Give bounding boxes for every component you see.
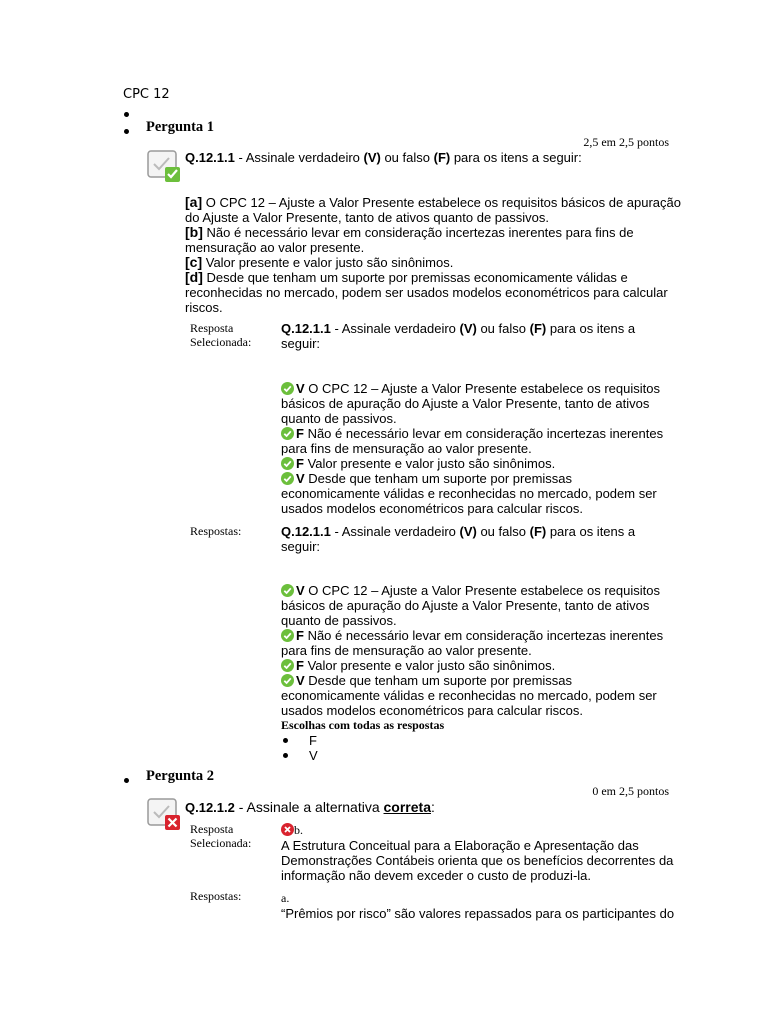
document-title: CPC 12 [123,87,170,102]
answer-3: F Valor presente e valor justo são sinônimos. [281,658,671,673]
item-b: [b] Não é necessário levar em consideração incertezas inerentes para fins de mensuração ao valor presente. [185,224,634,255]
q2-answers: a. “Prêmios por risco” são valores repassados para os participantes do [281,891,675,921]
selected-answer-label: Resposta Selecionada: [190,321,252,349]
item-a: [a] O CPC 12 – Ajuste a Valor Presente estabelece os requisitos básicos de apuração do Ajuste a Valor Presente, tanto de ativos quanto de passivos. [185,194,681,225]
choice-item: V [281,748,671,763]
question-1-items [185,195,685,315]
check-icon [281,629,294,642]
question-2-heading: Pergunta 2 [146,768,215,784]
question-1-heading: Pergunta 1 [146,119,215,135]
check-icon [281,427,294,440]
check-icon [281,659,294,672]
answer-1: V O CPC 12 – Ajuste a Valor Presente estabelece os requisitos básicos de apuração do Ajuste a Valor Presente, tanto de ativos quanto de passivos. [281,583,660,628]
wrong-x-icon [281,823,294,836]
question-2-points: 0 em 2,5 pontos [592,784,669,798]
q2-selected-answer-label: Resposta Selecionada: [190,822,252,850]
q2-answers-label: Respostas: [190,889,242,903]
bullet-q2 [124,778,129,783]
answer-4: V Desde que tenham um suporte por premissas economicamente válidas e reconhecidas no mercado, podem ser usados modelos econométricos para calcular riscos. [281,673,657,718]
choices-list [281,733,671,763]
selected-answer-list [281,381,671,516]
choices-label: Escolhas com todas as respostas [281,718,445,732]
selected-answer-4: V Desde que tenham um suporte por premissas economicamente válidas e reconhecidas no mercado, podem ser usados modelos econométricos para calcular riscos. [281,471,657,516]
check-icon [281,457,294,470]
check-icon [281,472,294,485]
question-correct-icon [147,149,181,183]
selected-answer-prompt: Q.12.1.1 - Assinale verdadeiro (V) ou falso (F) para os itens a seguir: [281,321,636,351]
answers-prompt: Q.12.1.1 - Assinale verdadeiro (V) ou falso (F) para os itens a seguir: [281,524,636,554]
selected-answer-2: F Não é necessário levar em consideração incertezas inerentes para fins de mensuração ao valor presente. [281,426,664,456]
empty-bullet [124,112,129,117]
check-icon [281,674,294,687]
selected-answer-1: V O CPC 12 – Ajuste a Valor Presente estabelece os requisitos básicos de apuração do Ajuste a Valor Presente, tanto de ativos quanto de passivos. [281,381,660,426]
answers-label: Respostas: [190,524,242,538]
q2-selected-answer: b. A Estrutura Conceitual para a Elaboração e Apresentação das Demonstrações Contábeis orienta que os benefícios decorrentes da informação não devem exceder o custo de produzi-la. [281,823,674,883]
check-icon [281,584,294,597]
item-d: [d] Desde que tenham um suporte por premissas economicamente válidas e reconhecidas no mercado, podem ser usados modelos econométricos para calcular riscos. [185,269,668,315]
check-icon [281,382,294,395]
bullet-q1 [124,129,129,134]
item-c: [c] Valor presente e valor justo são sinônimos. [185,254,454,270]
question-2-prompt: Q.12.1.2 - Assinale a alternativa correta: [185,799,435,815]
answer-2: F Não é necessário levar em consideração incertezas inerentes para fins de mensuração ao valor presente. [281,628,664,658]
answers-list [281,583,671,763]
question-1-prompt: Q.12.1.1 - Assinale verdadeiro (V) ou falso (F) para os itens a seguir: [185,150,582,165]
question-1-points: 2,5 em 2,5 pontos [583,135,669,149]
choice-item: F [281,733,671,748]
question-wrong-icon [147,797,181,831]
selected-answer-3: F Valor presente e valor justo são sinônimos. [281,456,671,471]
